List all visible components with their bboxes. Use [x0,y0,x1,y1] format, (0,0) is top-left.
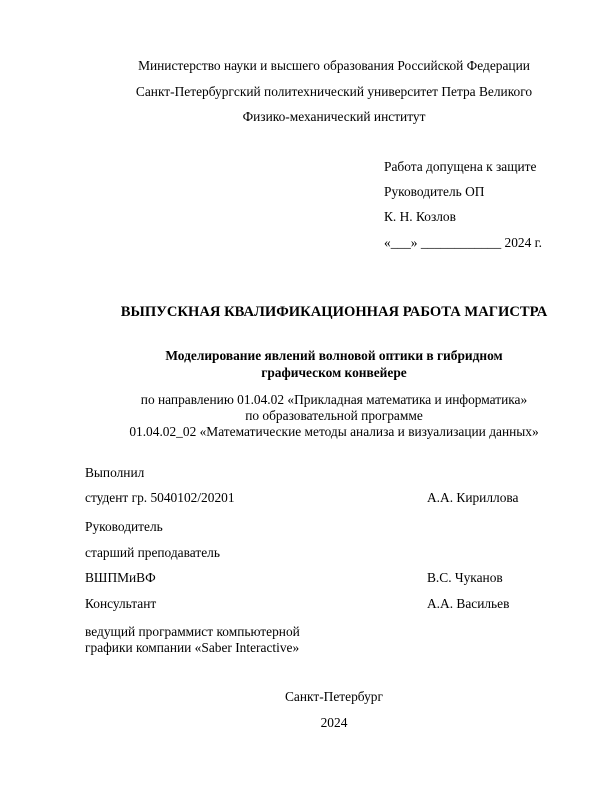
topic-line-2: графическом конвейере [261,365,407,380]
consultant-label: Консультант [85,596,157,611]
consultant-position-line-1: ведущий программист компьютерной [85,624,300,639]
consultant-position-line-2: графики компании «Saber Interactive» [85,640,300,655]
supervisor-dept: ВШПМиВФ [85,570,156,585]
institute-line: Физико-механический институт [242,109,426,124]
direction-line: по направлению 01.04.02 «Прикладная математика и информатика» [140,392,528,407]
performed-label: Выполнил [85,465,145,480]
supervisor-name: В.С. Чуканов [427,570,503,585]
ministry-line: Министерство науки и высшего образования Российской Федерации [138,58,530,73]
program-line: 01.04.02_02 «Математические методы анализа и визуализации данных» [129,424,539,439]
program-label: по образовательной программе [245,408,423,423]
program-head-name: К. Н. Козлов [384,209,456,224]
year: 2024 [320,715,348,730]
work-type-title: ВЫПУСКНАЯ КВАЛИФИКАЦИОННАЯ РАБОТА МАГИСТРА [120,304,548,320]
program-head-title: Руководитель ОП [384,184,485,199]
supervisor-position: старший преподаватель [85,545,220,560]
topic-line-1: Моделирование явлений волновой оптики в гибридном [165,348,503,363]
student-name: А.А. Кириллова [427,490,519,505]
admitted-to-defense: Работа допущена к защите [384,159,537,174]
supervisor-label: Руководитель [85,519,163,534]
consultant-name: А.А. Васильев [427,596,510,611]
city: Санкт-Петербург [285,689,383,704]
university-line: Санкт-Петербургский политехнический университет Петра Великого [135,84,533,99]
approval-date-line: «___» ____________ 2024 г. [384,235,542,250]
student-group: студент гр. 5040102/20201 [85,490,235,505]
